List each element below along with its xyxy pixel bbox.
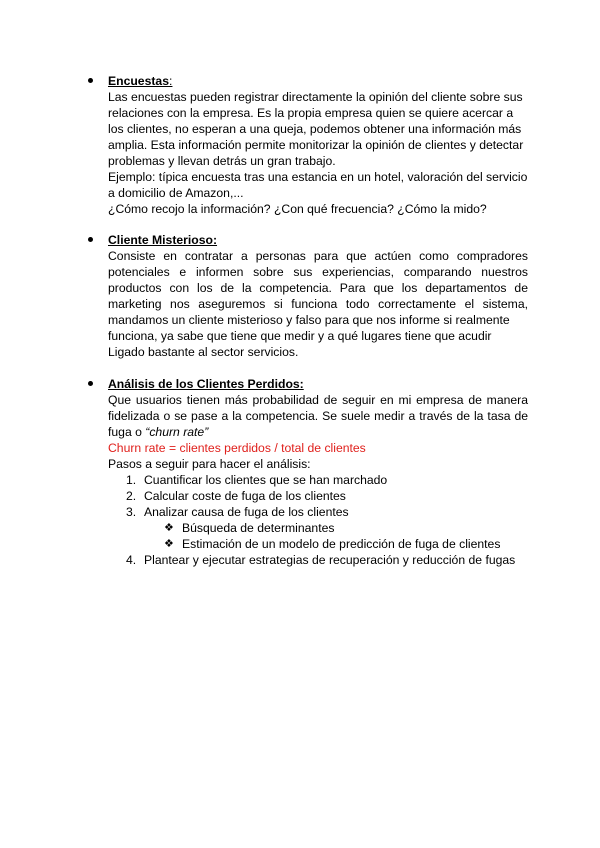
paragraph-line: problemas y llevan detrás un gran trabajo.	[108, 154, 336, 168]
list-number: 2.	[126, 489, 137, 503]
churn-rate-formula: Churn rate = clientes perdidos / total de clientes	[108, 441, 366, 455]
list-item-text: Analizar causa de fuga de los clientes	[144, 505, 349, 519]
paragraph-line: Ejemplo: típica encuesta tras una estancia en un hotel, valoración del servicio	[108, 170, 528, 184]
paragraph-line: mandamos un cliente misterioso y falso para que nos informe si realmente	[108, 313, 510, 327]
sub-list-item	[108, 520, 528, 536]
section-heading-row	[88, 376, 528, 392]
sub-list-item-text: Estimación de un modelo de predicción de fuga de clientes	[182, 537, 501, 551]
bullet-icon	[88, 78, 93, 83]
paragraph-line: los clientes, no esperan a una queja, podemos obtener una información más	[108, 122, 522, 136]
section-title: Análisis de los Clientes Perdidos:	[108, 377, 304, 391]
list-item	[108, 552, 528, 568]
section-body	[108, 248, 528, 360]
diamond-bullet-icon: ❖	[164, 538, 174, 550]
list-item	[108, 504, 528, 520]
paragraph-line: marketing nos aseguremos si funciona todo correctamente el sistema,	[108, 297, 528, 311]
churn-rate-term: “churn rate”	[145, 425, 209, 439]
list-number: 3.	[126, 505, 137, 519]
list-item-text: Calcular coste de fuga de los clientes	[144, 489, 346, 503]
bullet-icon	[88, 381, 93, 386]
list-item	[108, 472, 528, 488]
list-number: 4.	[126, 553, 137, 567]
paragraph-line: potenciales e informen sobre sus experiencias, comparando nuestros	[108, 265, 528, 279]
list-item	[108, 488, 528, 504]
section-clientes-perdidos	[88, 376, 528, 568]
paragraph-line: funciona, ya sabe que tiene que medir y a qué lugares tiene que acudir	[108, 329, 492, 343]
paragraph-line: Las encuestas pueden registrar directamente la opinión del cliente sobre sus	[108, 90, 523, 104]
section-body	[108, 89, 528, 217]
diamond-bullet-icon: ❖	[164, 522, 174, 534]
paragraph-line: a domicilio de Amazon,...	[108, 186, 244, 200]
bullet-icon	[88, 237, 93, 242]
paragraph-line: Que usuarios tienen más probabilidad de seguir en mi empresa de manera	[108, 393, 528, 407]
paragraph-line: ampliа. Esta información permite monitorizar la opinión de clientes y detectar	[108, 138, 524, 152]
sub-list-item	[108, 536, 528, 552]
paragraph-line: Consiste en contratar a personas para que actúen como compradores	[108, 249, 528, 263]
list-item-text: Plantear y ejecutar estrategias de recuperación y reducción de fugas	[144, 553, 516, 567]
section-encuestas	[88, 73, 528, 217]
steps-list	[108, 472, 528, 568]
paragraph-line: fuga o “churn rate”	[108, 425, 209, 439]
paragraph-line: ¿Cómo recojo la información? ¿Con qué frecuencia? ¿Cómo la mido?	[108, 202, 487, 216]
paragraph-line: productos con los de la competencia. Para que los departamentos de	[108, 281, 528, 295]
section-body	[108, 392, 528, 568]
paragraph-line: Ligado bastante al sector servicios.	[108, 345, 299, 359]
section-title: Cliente Misterioso:	[108, 233, 218, 247]
steps-intro: Pasos a seguir para hacer el análisis:	[108, 457, 311, 471]
list-number: 1.	[126, 473, 137, 487]
section-heading-row	[88, 73, 528, 89]
paragraph-line: relaciones con la empresa. Es la propia empresa quien se quiere acercar a	[108, 106, 514, 120]
sub-list-item-text: Búsqueda de determinantes	[182, 521, 335, 535]
section-title: Encuestas:	[108, 74, 173, 88]
list-item-text: Cuantificar los clientes que se han marchado	[144, 473, 388, 487]
section-cliente-misterioso	[88, 232, 528, 360]
section-heading-row	[88, 232, 528, 248]
paragraph-line: fidelizada o se pase a la competencia. Se suele medir a través de la tasa de	[108, 409, 528, 423]
